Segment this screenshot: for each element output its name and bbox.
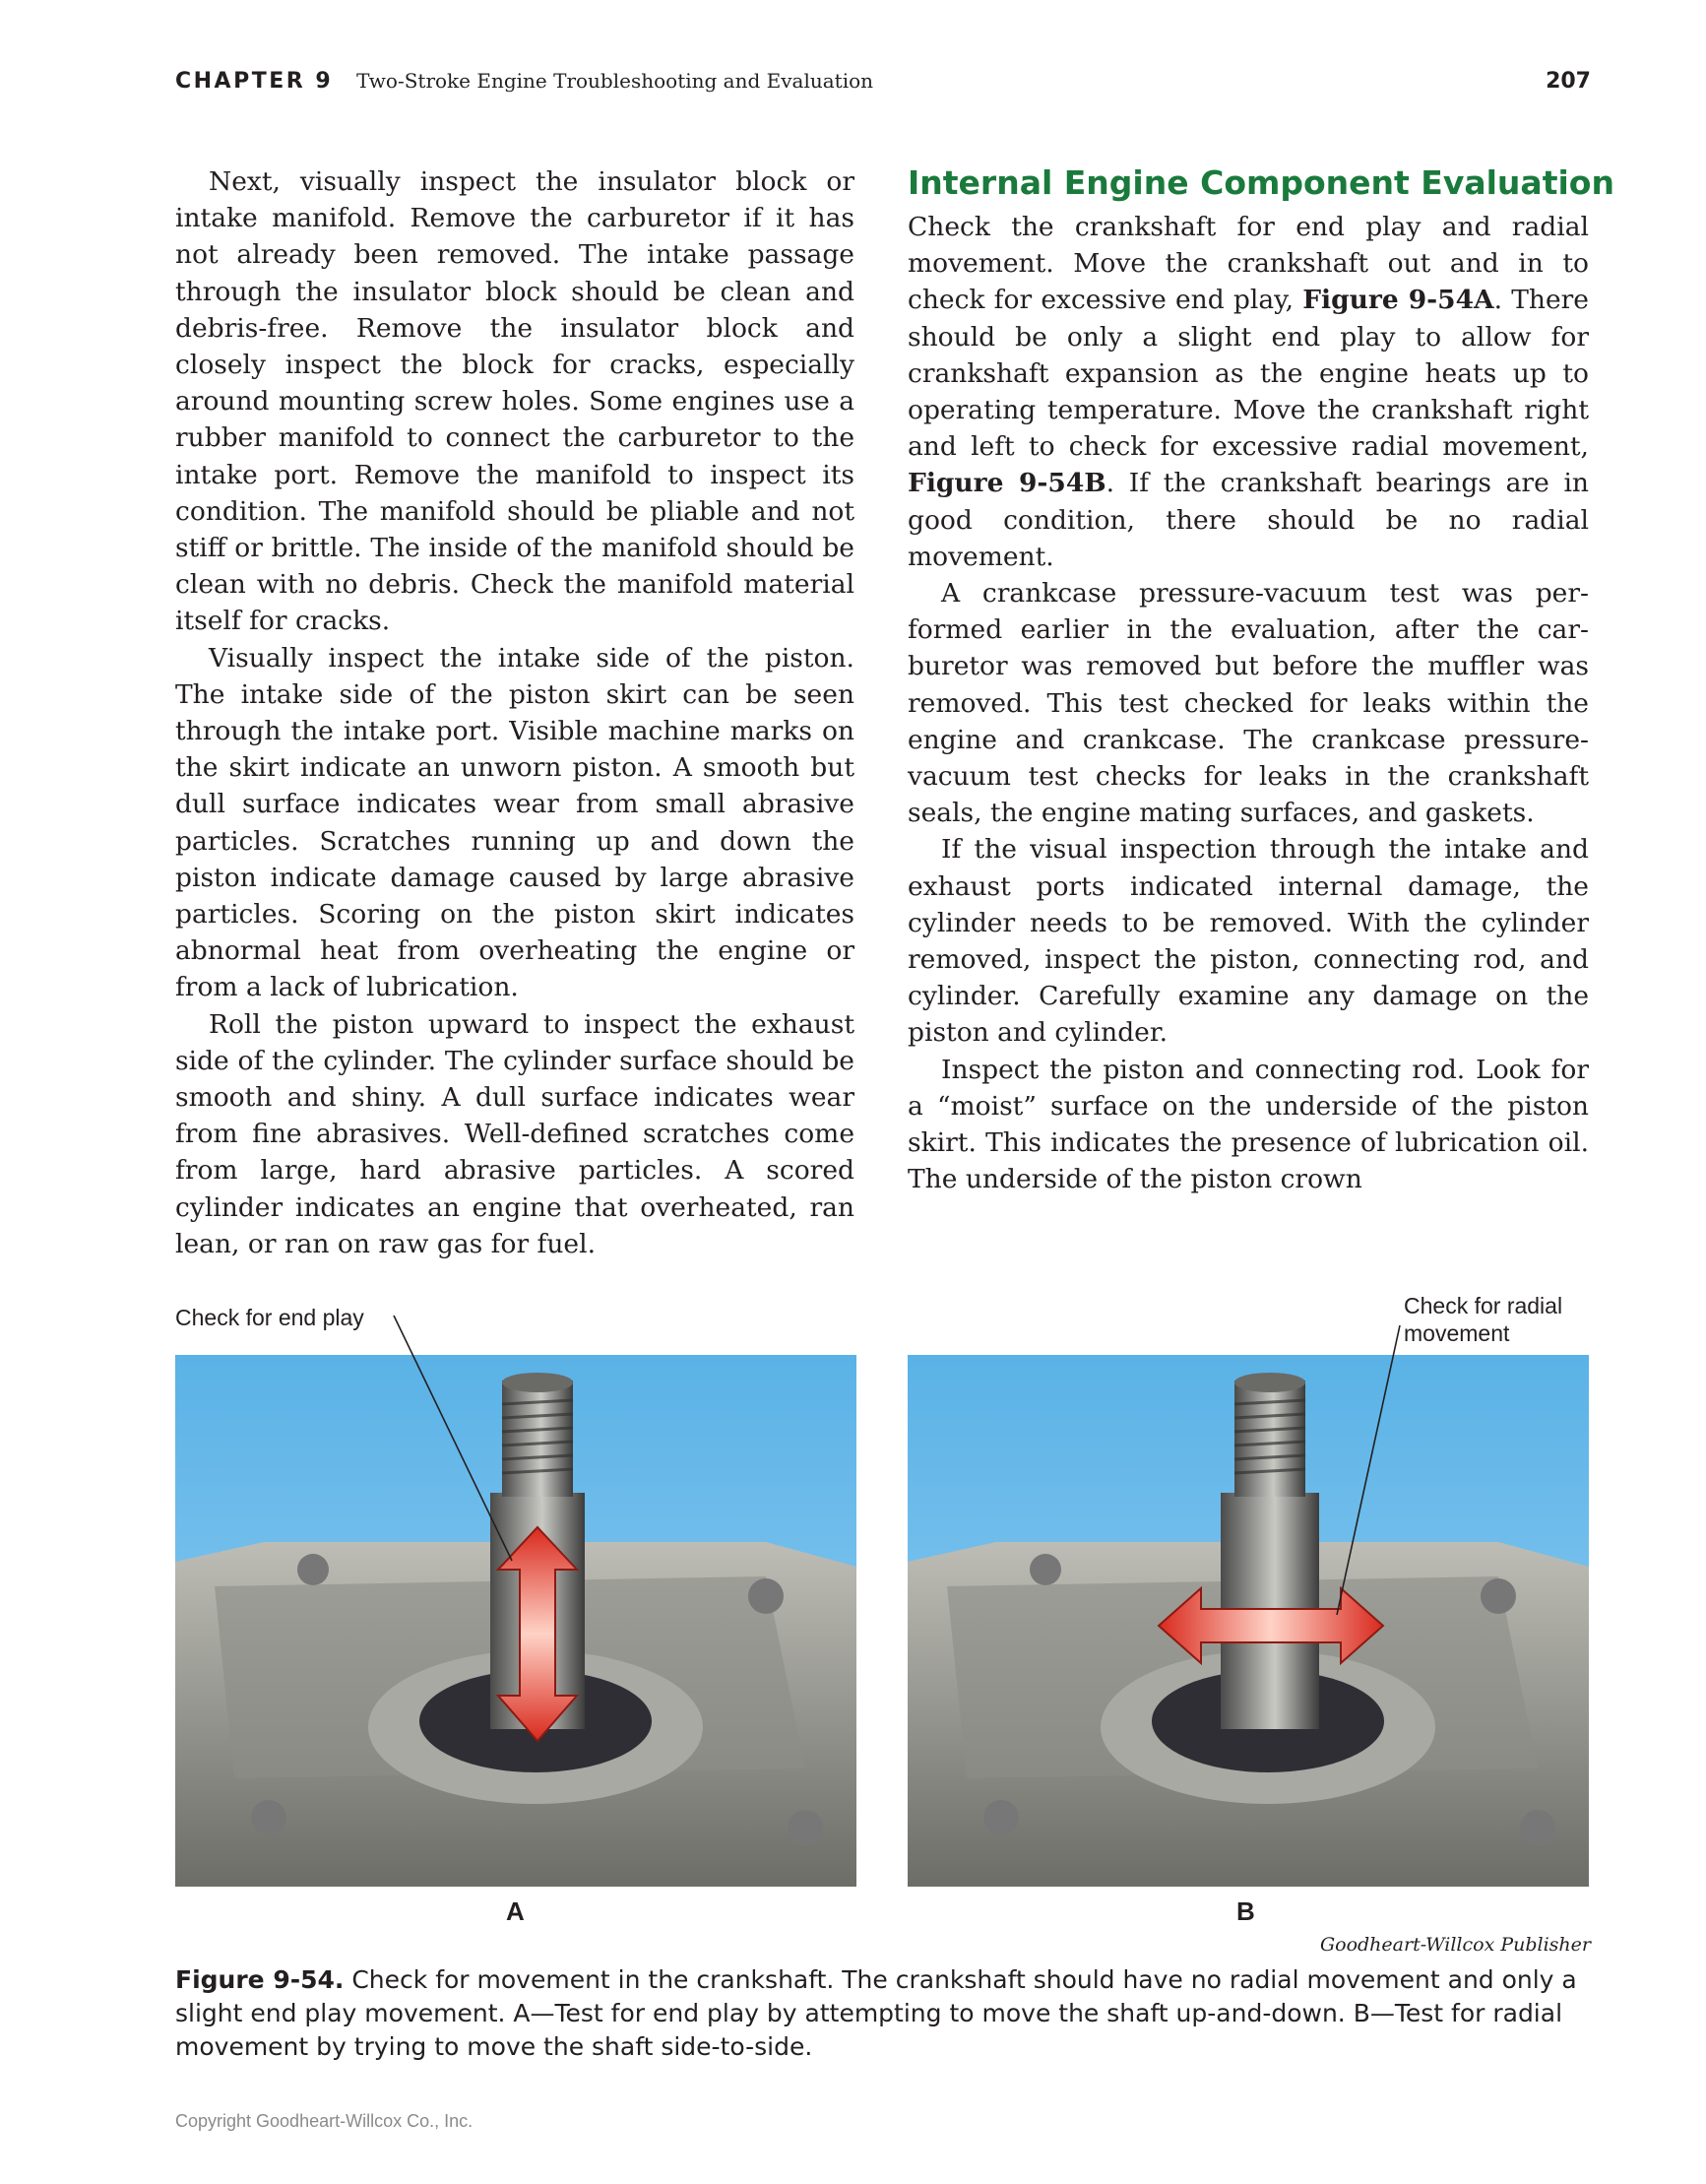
caption-label: Figure 9-54. — [175, 1965, 345, 1994]
figure-reference: Figure 9-54B — [908, 468, 1106, 499]
copyright-notice: Copyright Goodheart-Willcox Co., Inc. — [175, 2111, 474, 2131]
paragraph: If the visual inspection through the intake and exhaust ports indicated internal damage, the cylinder needs to be removed. With the cylinder removed, inspect the piston, connecting rod, and cylinder. Carefully examine any damage on the piston and cylinder. — [908, 834, 1589, 1049]
running-header — [175, 69, 1591, 102]
chapter-title: Two-Stroke Engine Troubleshooting and Evaluation — [356, 69, 874, 93]
shaft-end-face — [502, 1373, 573, 1392]
figure-reference: Figure 9-54A — [1302, 285, 1494, 316]
callout-line: Check for radial — [1404, 1293, 1563, 1318]
crankshaft-photo-b — [908, 1355, 1589, 1887]
callout-radial-movement — [1404, 1292, 1562, 1347]
figure-caption — [175, 1963, 1593, 2064]
screw-hole — [297, 1554, 329, 1585]
text-run: . If the crankshaft bearings are in good condition, there should be no radial movement. — [908, 468, 1589, 572]
paragraph: Roll the piston upward to inspect the exhaust side of the cylinder. The cylinder surface should be smooth and shiny. A dull surface indicates wear from fine abrasives. Well-defined scratches come from large, hard abrasive particles. A scored cylinder indicates an engine that overheated, ran lean, or ran on raw gas for fuel. — [175, 1008, 854, 1259]
screw-hole — [1481, 1578, 1516, 1614]
paragraph: Visually inspect the intake side of the piston. The intake side of the piston skirt can be seen through the intake port. Visible machine marks on the skirt indicate an unworn piston. A smooth but dull surface indicates wear from small abrasive particles. Scratches running up and down the piston indicate damage caused by large abrasive particles. Scoring on the piston skirt indicates abnormal heat from overheating the engine or from a lack of lubrication. — [175, 642, 854, 1003]
photo-radial-movement — [908, 1355, 1589, 1887]
section-heading: Internal Engine Component Evaluation — [908, 163, 1614, 202]
header-left — [175, 69, 873, 94]
photo-end-play — [175, 1355, 856, 1887]
screw-hole — [748, 1578, 784, 1614]
paragraph — [908, 209, 1589, 575]
text-run: . There should be only a slight end play to allow for crankshaft expansion as the engine heats up to operating temperature. Move the crankshaft right and left to check for excessive radial movement, — [908, 285, 1589, 463]
paragraph: Inspect the piston and connecting rod. Look for a “moist” surface on the underside of the piston skirt. This indicates the presence of lubrication oil. The underside of the piston crown — [908, 1054, 1589, 1195]
page-number: 207 — [1546, 69, 1591, 94]
screw-hole — [251, 1800, 286, 1835]
screw-hole — [1520, 1810, 1555, 1845]
photo-credit: Goodheart-Willcox Publisher — [1319, 1934, 1591, 1956]
screw-hole — [983, 1800, 1019, 1835]
threaded-end — [1234, 1381, 1305, 1497]
right-column — [908, 161, 1614, 1197]
shaft-end-face — [1234, 1373, 1305, 1392]
left-column — [175, 163, 854, 1262]
threaded-end — [502, 1381, 573, 1497]
panel-label-a: A — [506, 1896, 525, 1926]
callout-line: movement — [1404, 1320, 1510, 1346]
screw-hole — [788, 1810, 823, 1845]
caption-text: Check for movement in the crankshaft. The crankshaft should have no radial movement and only a slight end play movement. A—Test for end play by attempting to move the shaft up-and-down. B—Test for radial movement by trying to move the shaft side-to-side. — [175, 1965, 1577, 2061]
panel-label-b: B — [1236, 1896, 1255, 1926]
text-run: Check the crankshaft for end play and radial movement. Move the crankshaft out and in to check for excessive end play, — [908, 212, 1589, 316]
paragraph: Next, visually inspect the insulator block or intake manifold. Remove the carburetor if it has not already been removed. The intake passage through the insulator block should be clean and debris-free. Remove the insulator block and closely inspect the block for cracks, especially around mounting screw holes. Some engines use a rubber manifold to connect the carburetor to the intake port. Remove the manifold to inspect its condition. The manifold should be pliable and not stiff or brittle. The inside of the manifold should be clean with no debris. Check the manifold material itself for cracks. — [175, 166, 854, 637]
figure-9-54 — [175, 1280, 1591, 1956]
screw-hole — [1030, 1554, 1061, 1585]
paragraph: A crankcase pressure-vacuum test was performed earlier in the evaluation, after the carburetor was removed but before the muffler was removed. This test checked for leaks within the engine and crankcase. The crankcase pressure-vacuum test checks for leaks in the crankshaft seals, the engine mating surfaces, and gaskets. — [908, 578, 1589, 829]
callout-end-play: Check for end play — [175, 1305, 364, 1330]
chapter-label: CHAPTER 9 — [175, 69, 334, 94]
crankshaft-photo-a — [175, 1355, 856, 1887]
